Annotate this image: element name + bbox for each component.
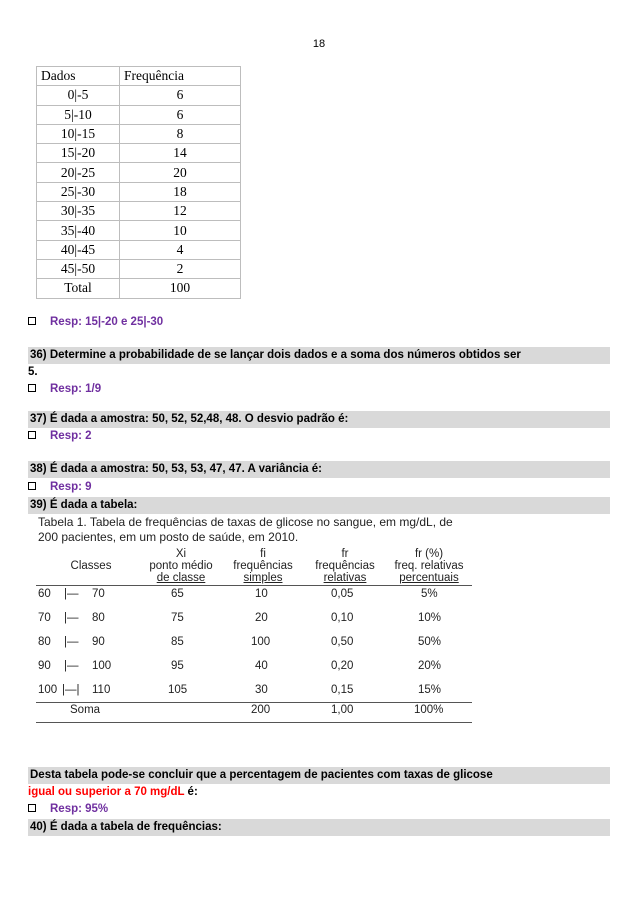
answer-text: Resp: 15|-20 e 25|-30 xyxy=(50,316,164,328)
total-label: Soma xyxy=(70,704,101,716)
header-frequencia: Frequência xyxy=(120,67,241,86)
cell-freq: 4 xyxy=(120,240,241,259)
header-frp-line: percentuais xyxy=(399,572,459,584)
header-dados: Dados xyxy=(37,67,120,86)
table-row xyxy=(36,612,472,636)
class-symbol: |— xyxy=(64,636,79,648)
cell-class: 30|-35 xyxy=(37,202,120,221)
checkbox-bullet-icon xyxy=(28,317,36,325)
question-37: 37) É dada a amostra: 50, 52, 52,48, 48. O desvio padrão é: xyxy=(28,411,610,428)
question-36-continuation: 5. xyxy=(28,366,38,378)
cell-fr-percent: 5% xyxy=(421,588,438,600)
header-xi-line: ponto médio xyxy=(149,560,213,572)
header-xi xyxy=(136,548,226,584)
question-39: 39) É dada a tabela: xyxy=(28,497,610,514)
cell-fr-percent: 10% xyxy=(418,612,442,624)
table-row xyxy=(36,636,472,660)
cell-class: 0|-5 xyxy=(37,86,120,105)
conclusion-end: é: xyxy=(184,786,198,798)
table-row xyxy=(36,588,472,612)
cell-total-value: 100 xyxy=(120,279,241,298)
cell-fr-percent: 15% xyxy=(418,684,442,696)
header-fi xyxy=(228,548,298,584)
cell-class: 10|-15 xyxy=(37,124,120,143)
header-fi-line: frequências xyxy=(233,560,293,572)
cell-fr-percent: 50% xyxy=(418,636,442,648)
cell-class: 5|-10 xyxy=(37,105,120,124)
class-upper: 80 xyxy=(92,612,105,624)
cell-xi: 105 xyxy=(168,684,188,696)
cell-class: 20|-25 xyxy=(37,163,120,182)
cell-freq: 14 xyxy=(120,144,241,163)
answer-38 xyxy=(28,479,92,495)
header-fi-line: simples xyxy=(243,572,283,584)
cell-class: 15|-20 xyxy=(37,144,120,163)
question-38: 38) É dada a amostra: 50, 53, 53, 47, 47. A variância é: xyxy=(28,461,610,478)
class-symbol: |— xyxy=(64,588,79,600)
class-upper: 100 xyxy=(92,660,112,672)
cell-fi: 40 xyxy=(255,660,268,672)
cell-freq: 20 xyxy=(120,163,241,182)
answer-text: Resp: 95% xyxy=(50,803,109,815)
class-upper: 90 xyxy=(92,636,105,648)
header-xi-line: Xi xyxy=(175,548,187,560)
checkbox-bullet-icon xyxy=(28,384,36,392)
header-fr xyxy=(308,548,382,584)
header-fr-line: fr xyxy=(341,548,349,560)
page-number: 18 xyxy=(312,38,326,50)
cell-fr: 0,15 xyxy=(331,684,354,696)
class-lower: 100 xyxy=(38,684,58,696)
answer-36 xyxy=(28,381,101,397)
conclusion-highlight: igual ou superior a 70 mg/dL xyxy=(28,786,185,798)
table-row xyxy=(37,105,241,124)
class-symbol: |— xyxy=(64,612,79,624)
cell-fi: 100 xyxy=(251,636,271,648)
conclusion-line-2 xyxy=(28,784,198,801)
class-lower: 90 xyxy=(38,660,51,672)
cell-xi: 75 xyxy=(171,612,184,624)
cell-freq: 2 xyxy=(120,259,241,278)
cell-freq: 6 xyxy=(120,86,241,105)
table-total-row xyxy=(37,279,241,298)
class-lower: 80 xyxy=(38,636,51,648)
table-row xyxy=(37,182,241,201)
class-upper: 70 xyxy=(92,588,105,600)
header-classes: Classes xyxy=(70,560,112,572)
cell-fi: 10 xyxy=(255,588,268,600)
checkbox-bullet-icon xyxy=(28,804,36,812)
cell-fr: 0,10 xyxy=(331,612,354,624)
header-fr-line: frequências xyxy=(315,560,375,572)
table-row xyxy=(37,124,241,143)
header-frp-line: fr (%) xyxy=(414,548,444,560)
class-symbol: |—| xyxy=(62,684,80,696)
cell-freq: 6 xyxy=(120,105,241,124)
cell-freq: 18 xyxy=(120,182,241,201)
total-fr: 1,00 xyxy=(331,704,354,716)
answer-text: Resp: 2 xyxy=(50,430,92,442)
table-row xyxy=(37,144,241,163)
header-fr-line: relativas xyxy=(323,572,367,584)
cell-freq: 12 xyxy=(120,202,241,221)
cell-xi: 65 xyxy=(171,588,184,600)
class-upper: 110 xyxy=(92,684,111,696)
table-row xyxy=(37,221,241,240)
table-row xyxy=(37,240,241,259)
frequency-table-1 xyxy=(36,66,241,299)
table-row xyxy=(36,660,472,684)
question-40: 40) É dada a tabela de frequências: xyxy=(28,819,610,836)
class-symbol: |— xyxy=(64,660,79,672)
cell-fr: 0,05 xyxy=(331,588,354,600)
header-frp-line: freq. relativas xyxy=(394,560,464,572)
cell-class: 40|-45 xyxy=(37,240,120,259)
table-bottom-border xyxy=(36,722,472,723)
cell-fr-percent: 20% xyxy=(418,660,442,672)
cell-fr: 0,50 xyxy=(331,636,354,648)
cell-freq: 8 xyxy=(120,124,241,143)
answer-item xyxy=(28,314,163,330)
table-2-caption xyxy=(38,515,488,545)
table-row xyxy=(37,86,241,105)
caption-line-2: 200 pacientes, em um posto de saúde, em 2010. xyxy=(38,530,299,544)
class-lower: 60 xyxy=(38,588,51,600)
answer-37 xyxy=(28,428,92,444)
checkbox-bullet-icon xyxy=(28,482,36,490)
cell-class: 35|-40 xyxy=(37,221,120,240)
cell-fi: 20 xyxy=(255,612,268,624)
total-divider xyxy=(36,702,472,703)
caption-line-1: Tabela 1. Tabela de frequências de taxas de glicose no sangue, em mg/dL, de xyxy=(38,515,453,529)
cell-freq: 10 xyxy=(120,221,241,240)
header-divider xyxy=(36,585,472,586)
answer-text: Resp: 9 xyxy=(50,481,92,493)
answer-39 xyxy=(28,801,108,817)
cell-class: 25|-30 xyxy=(37,182,120,201)
total-fi: 200 xyxy=(251,704,271,716)
cell-xi: 85 xyxy=(171,636,184,648)
cell-class: 45|-50 xyxy=(37,259,120,278)
answer-text: Resp: 1/9 xyxy=(50,383,102,395)
cell-xi: 95 xyxy=(171,660,184,672)
total-fr-percent: 100% xyxy=(414,704,444,716)
cell-fr: 0,20 xyxy=(331,660,354,672)
checkbox-bullet-icon xyxy=(28,431,36,439)
table-total-row xyxy=(36,704,472,728)
header-fi-line: fi xyxy=(260,548,266,560)
class-lower: 70 xyxy=(38,612,51,624)
table-row xyxy=(37,163,241,182)
header-fr-percent xyxy=(386,548,472,584)
table-header-row xyxy=(37,67,241,86)
header-xi-line: de classe xyxy=(156,572,206,584)
cell-fi: 30 xyxy=(255,684,268,696)
table-row xyxy=(37,259,241,278)
cell-total-label: Total xyxy=(37,279,120,298)
conclusion-line-1: Desta tabela pode-se concluir que a percentagem de pacientes com taxas de glicose xyxy=(28,767,610,784)
question-36: 36) Determine a probabilidade de se lançar dois dados e a soma dos números obtidos ser xyxy=(28,347,610,364)
table-row xyxy=(37,202,241,221)
